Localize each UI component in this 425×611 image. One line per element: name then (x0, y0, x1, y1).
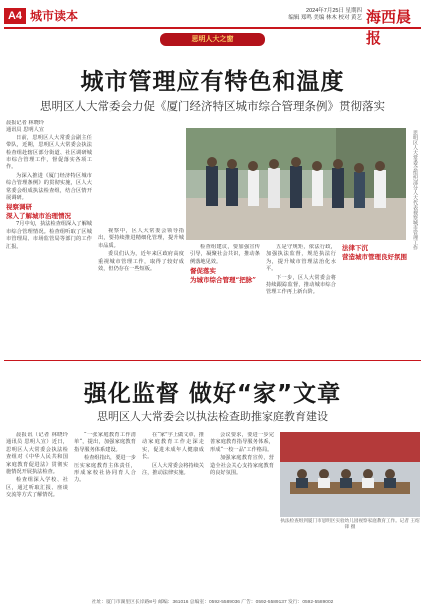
article-divider (4, 360, 421, 361)
subheading: 为城市综合管理“把脉” (190, 276, 256, 285)
article1-byline: 晨报记者 林晓玲 通讯员 思明人宣 (6, 120, 44, 134)
paragraph: 视察中，区人大常委会领导指出，要持续推进精细化管理，提升城市品质。 (98, 228, 184, 249)
paragraph: 为深入推进《厦门经济特区城市综合管理条例》的贯彻实施，区人大常委会组成执法检查组，结合区情开展调研。 (6, 172, 92, 202)
paragraph: 五是守规矩，依法行政，加强执法监督，规范执法行为，提升城市管理法治化水平。 (266, 244, 336, 273)
page-number-tag: A4 (4, 8, 26, 24)
subheading: 深入了解城市治理情况 (6, 212, 71, 221)
article1-column-2 (98, 228, 184, 356)
paragraph: 委员们认为，近年来区政府高度重视城市管理工作，取得了较好成效，但仍存在一些短板。 (98, 251, 184, 273)
paragraph: 加强家庭教育宣传，营造全社会关心支持家庭教育的良好氛围。 (210, 455, 274, 477)
column-banner: 思明人大之窗 (160, 33, 265, 46)
article2-subhead: 思明区人大常委会以执法检查助推家庭教育建设 (97, 410, 328, 423)
editor-credits: 编辑 郑鸣 美编 林木 校对 黄艺 (288, 15, 362, 21)
article1-photo (186, 128, 406, 240)
subheading: 视察调研 (6, 203, 32, 212)
subheading: 督促落实 (190, 267, 216, 276)
paragraph: 检查组建议，要加强宣传引导，凝聚社会共识，推动条例落地见效。 (190, 244, 260, 265)
article1-headline: 城市管理应有特色和温度 (80, 69, 345, 95)
subheading: 法律下沉 (342, 244, 368, 252)
meeting-scene-illustration (280, 432, 420, 517)
article1-photo-caption: 思明区人大常委会组织部分人大代表视察城市管理工作 (412, 130, 418, 250)
paragraph: 下一步，区人大常委会将持续跟踪监督，推动城市综合管理工作再上新台阶。 (266, 274, 336, 296)
article2-column-1 (6, 432, 68, 592)
article2-photo (280, 432, 420, 517)
article2-headline: 强化监督 做好“家”文章 (83, 381, 342, 407)
article1-subhead: 思明区人大常委会力促《厦门经济特区城市综合管理条例》贯彻落实 (40, 99, 385, 113)
article2-photo-caption: 执法检查组到厦门市思明区实验幼儿园视察家庭教育工作。记者 王绍锋 摄 (280, 519, 420, 530)
paragraph: 在“家”字上做文章，推动家庭教育工作走深走实，促进未成年人健康成长。 (142, 432, 204, 461)
subheading: 营造城市管理良好氛围 (342, 253, 407, 261)
header-rule (4, 27, 421, 29)
paragraph: “一张家庭教育工作清单“，提出，加强家庭教育指导服务体系建设。 (74, 432, 136, 453)
paragraph: 日前，思明区人大常委会副主任带队，近期，思明区人大常委会执法检查组赴辖区部分街道、社区调研城市综合管理工作，督促落实各项工作。 (6, 134, 92, 171)
street-scene-illustration (186, 128, 406, 240)
section-title: 城市读本 (30, 9, 79, 23)
paragraph: 会议要求，要进一步完善家庭教育指导服务体系，形成“一校一品”工作格局。 (210, 432, 274, 453)
article1-column-3 (190, 244, 260, 356)
article1-column-1 (6, 120, 92, 356)
page-footer: 社址：厦门市湖里区长岸路8号 邮编：361016 总编室：0592-5589036 广告：0592-5589137 发行：0592-5589002 (91, 600, 334, 605)
paragraph: 检查组指出，要进一步压实家庭教育主体责任，形成家校社协同育人合力。 (74, 455, 136, 484)
paragraph: 检查组深入学校、社区，通过听取汇报、座谈交流等方式了解情况。 (6, 477, 68, 499)
paragraph: 区人大常委会将持续关注，推动法律实施。 (142, 462, 204, 477)
issue-date-info (278, 8, 362, 22)
paragraph: 晨报讯（记者 林晓玲 通讯员 思明人宣）近日，思明区人大常委会执法检查组对《中华人民共和国家庭教育促进法》贯彻实施情况开展执法检查。 (6, 432, 68, 476)
article1-column-4 (266, 244, 336, 356)
article2-column-4 (210, 432, 274, 592)
paragraph: 7月中旬，执法检查组深入了解城市综合管理情况。检查组听取了区城市管理局、市场监管局等部门的工作汇报。 (6, 221, 92, 250)
article2-column-3 (142, 432, 204, 592)
issue-date: 2024年7月25日 星期四 (306, 8, 362, 14)
article2-column-2 (74, 432, 136, 592)
article1-column-5 (342, 244, 420, 356)
newspaper-masthead: 海西晨报 (366, 8, 412, 47)
